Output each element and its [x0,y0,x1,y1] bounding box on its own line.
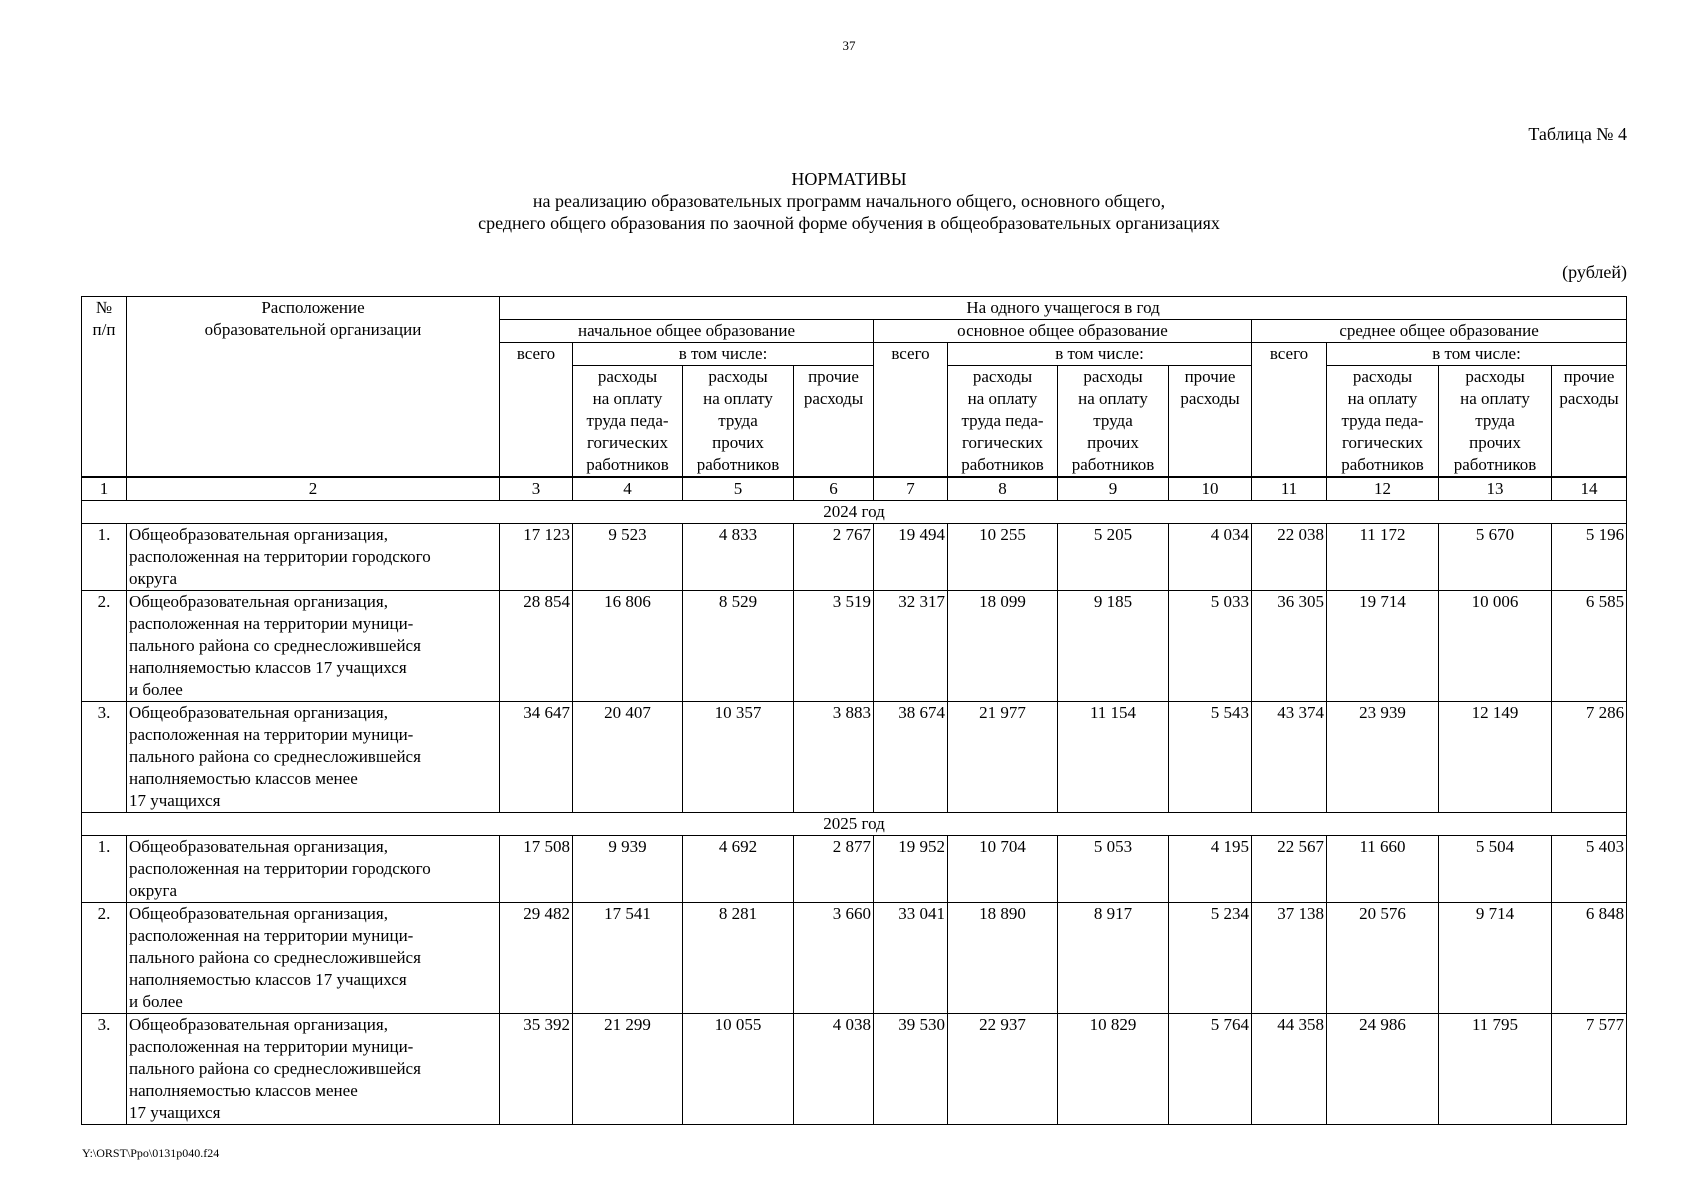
header-level-basic: основное общее образование [874,320,1252,343]
column-number: 5 [683,477,794,501]
table-row [82,591,1627,702]
value-cell: 5 033 [1169,591,1252,702]
value-cell: 9 185 [1058,591,1169,702]
value-cell: 23 939 [1327,702,1439,813]
value-cell: 36 305 [1252,591,1327,702]
table-label: Таблица № 4 [1528,124,1627,144]
value-cell: 3 883 [794,702,874,813]
header-ped-staff-costs: расходы на оплату труда педа- гогических работников [1327,366,1439,478]
value-cell: 29 482 [500,903,573,1014]
year-row [82,813,1627,836]
value-cell: 17 123 [500,524,573,591]
document-title [0,168,1698,234]
table-body [82,501,1627,1125]
row-number: 2. [82,903,127,1014]
value-cell: 4 692 [683,836,794,903]
value-cell: 32 317 [874,591,948,702]
value-cell: 5 205 [1058,524,1169,591]
row-number: 1. [82,836,127,903]
value-cell: 38 674 [874,702,948,813]
column-number: 3 [500,477,573,501]
units-label: (рублей) [1562,262,1627,282]
organization-location: Общеобразовательная организация, расположенная на территории муници- пального района со среднесложившейся наполняемостью классов 17 учащихся и более [127,903,500,1014]
title-line-1: НОРМАТИВЫ [791,169,907,189]
value-cell: 10 829 [1058,1014,1169,1125]
value-cell: 11 795 [1439,1014,1552,1125]
year-label: 2024 год [82,501,1627,524]
column-number: 12 [1327,477,1439,501]
value-cell: 44 358 [1252,1014,1327,1125]
value-cell: 2 877 [794,836,874,903]
value-cell: 20 407 [573,702,683,813]
column-number: 1 [82,477,127,501]
value-cell: 8 281 [683,903,794,1014]
value-cell: 5 504 [1439,836,1552,903]
header-number: № п/п [82,297,127,478]
header-including: в том числе: [1327,343,1627,366]
value-cell: 5 764 [1169,1014,1252,1125]
value-cell: 33 041 [874,903,948,1014]
column-number: 2 [127,477,500,501]
value-cell: 21 977 [948,702,1058,813]
column-number: 4 [573,477,683,501]
column-number: 7 [874,477,948,501]
value-cell: 17 541 [573,903,683,1014]
footer-file-path: Y:\ORST\Ppo\0131p040.f24 [82,1146,220,1160]
value-cell: 19 714 [1327,591,1439,702]
value-cell: 35 392 [500,1014,573,1125]
value-cell: 5 670 [1439,524,1552,591]
value-cell: 8 917 [1058,903,1169,1014]
value-cell: 3 519 [794,591,874,702]
organization-location: Общеобразовательная организация, расположенная на территории городского округа [127,836,500,903]
header-including: в том числе: [948,343,1252,366]
header-including: в том числе: [573,343,874,366]
value-cell: 4 038 [794,1014,874,1125]
column-numbers-row [82,477,1627,501]
table-row [82,1014,1627,1125]
header-level-secondary: среднее общее образование [1252,320,1627,343]
value-cell: 24 986 [1327,1014,1439,1125]
norms-table [81,296,1627,1125]
value-cell: 22 567 [1252,836,1327,903]
header-level-primary: начальное общее образование [500,320,874,343]
value-cell: 5 234 [1169,903,1252,1014]
value-cell: 18 099 [948,591,1058,702]
value-cell: 9 939 [573,836,683,903]
value-cell: 9 714 [1439,903,1552,1014]
value-cell: 22 038 [1252,524,1327,591]
header-other-costs: прочие расходы [794,366,874,478]
header-other-staff-costs: расходы на оплату труда прочих работников [1439,366,1552,478]
table-row [82,702,1627,813]
value-cell: 11 172 [1327,524,1439,591]
title-line-2: на реализацию образовательных программ начального общего, основного общего, [532,191,1166,211]
table-row [82,524,1627,591]
header-total: всего [874,343,948,478]
value-cell: 17 508 [500,836,573,903]
column-number: 8 [948,477,1058,501]
value-cell: 5 543 [1169,702,1252,813]
row-number: 1. [82,524,127,591]
header-ped-staff-costs: расходы на оплату труда педа- гогических работников [948,366,1058,478]
value-cell: 11 154 [1058,702,1169,813]
value-cell: 11 660 [1327,836,1439,903]
header-total: всего [1252,343,1327,478]
column-number: 10 [1169,477,1252,501]
organization-location: Общеобразовательная организация, расположенная на территории муници- пального района со среднесложившейся наполняемостью классов менее 17 учащихся [127,1014,500,1125]
value-cell: 7 577 [1552,1014,1627,1125]
table-row [82,903,1627,1014]
value-cell: 37 138 [1252,903,1327,1014]
column-number: 6 [794,477,874,501]
value-cell: 20 576 [1327,903,1439,1014]
value-cell: 5 053 [1058,836,1169,903]
value-cell: 3 660 [794,903,874,1014]
value-cell: 9 523 [573,524,683,591]
organization-location: Общеобразовательная организация, расположенная на территории муници- пального района со среднесложившейся наполняемостью классов 17 учащихся и более [127,591,500,702]
organization-location: Общеобразовательная организация, расположенная на территории городского округа [127,524,500,591]
value-cell: 34 647 [500,702,573,813]
value-cell: 4 034 [1169,524,1252,591]
value-cell: 28 854 [500,591,573,702]
table-row [82,836,1627,903]
row-number: 3. [82,702,127,813]
header-per-student: На одного учащегося в год [500,297,1627,320]
title-line-3: среднего общего образования по заочной форме обучения в общеобразовательных организациях [478,213,1220,233]
column-number: 9 [1058,477,1169,501]
value-cell: 10 255 [948,524,1058,591]
value-cell: 21 299 [573,1014,683,1125]
value-cell: 18 890 [948,903,1058,1014]
column-number: 13 [1439,477,1552,501]
column-number: 11 [1252,477,1327,501]
page-number: 37 [842,38,856,53]
value-cell: 10 006 [1439,591,1552,702]
value-cell: 43 374 [1252,702,1327,813]
header-other-costs: прочие расходы [1552,366,1627,478]
header-other-staff-costs: расходы на оплату труда прочих работников [1058,366,1169,478]
value-cell: 16 806 [573,591,683,702]
value-cell: 4 195 [1169,836,1252,903]
value-cell: 10 357 [683,702,794,813]
value-cell: 5 196 [1552,524,1627,591]
value-cell: 6 585 [1552,591,1627,702]
column-number: 14 [1552,477,1627,501]
value-cell: 10 704 [948,836,1058,903]
header-other-staff-costs: расходы на оплату труда прочих работников [683,366,794,478]
value-cell: 10 055 [683,1014,794,1125]
year-row [82,501,1627,524]
value-cell: 6 848 [1552,903,1627,1014]
value-cell: 19 952 [874,836,948,903]
value-cell: 12 149 [1439,702,1552,813]
year-label: 2025 год [82,813,1627,836]
header-other-costs: прочие расходы [1169,366,1252,478]
organization-location: Общеобразовательная организация, расположенная на территории муници- пального района со среднесложившейся наполняемостью классов менее 17 учащихся [127,702,500,813]
value-cell: 7 286 [1552,702,1627,813]
value-cell: 8 529 [683,591,794,702]
row-number: 3. [82,1014,127,1125]
value-cell: 39 530 [874,1014,948,1125]
value-cell: 5 403 [1552,836,1627,903]
value-cell: 22 937 [948,1014,1058,1125]
value-cell: 4 833 [683,524,794,591]
header-total: всего [500,343,573,478]
row-number: 2. [82,591,127,702]
header-ped-staff-costs: расходы на оплату труда педа- гогических работников [573,366,683,478]
value-cell: 2 767 [794,524,874,591]
value-cell: 19 494 [874,524,948,591]
header-location: Расположение образовательной организации [127,297,500,478]
